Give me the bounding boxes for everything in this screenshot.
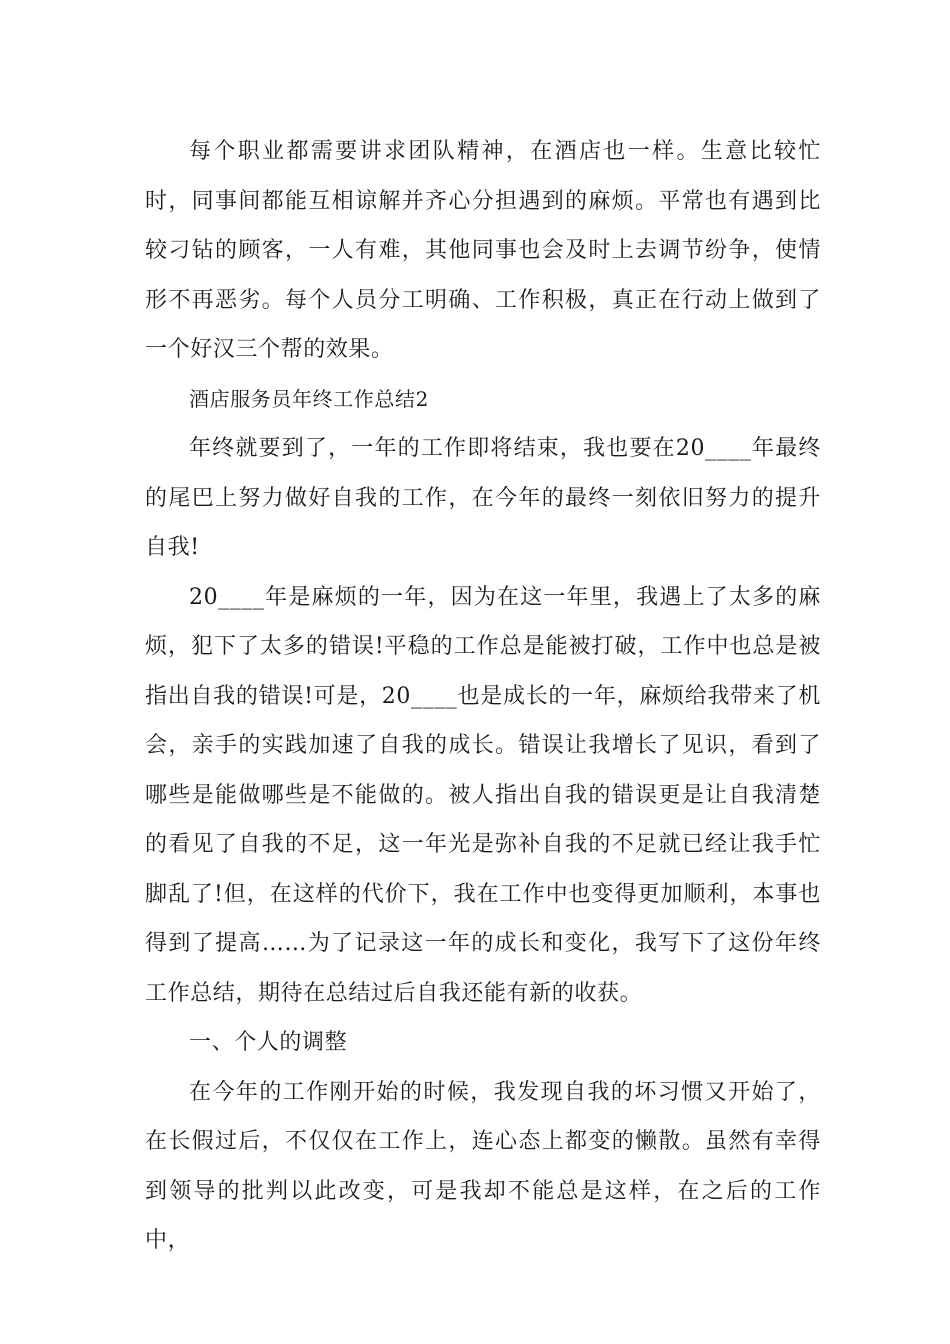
paragraph-troubles: 20____年是麻烦的一年，因为在这一年里，我遇上了太多的麻烦，犯下了太多的错误!平稳的工作总是能被打破，工作中也总是被指出自我的错误!可是，20____也是成长的一年，麻烦给我带来了机会，亲手的实践加速了自我的成长。错误让我增长了见识，看到了哪些是能做哪些是不能做的。被人指出自我的错误更是让自我清楚的看见了自我的不足，这一年光是弥补自我的不足就已经让我手忙脚乱了!但，在这样的代价下，我在工作中也变得更加顺利，本事也得到了提高……为了记录这一年的成长和变化，我写下了这份年终工作总结，期待在总结过后自我还能有新的收获。 [145, 584, 821, 1006]
subsection-heading: 一、个人的调整 [189, 1030, 348, 1055]
document-body [145, 127, 821, 1266]
paragraph-year-end: 年终就要到了，一年的工作即将结束，我也要在20____年最终的尾巴上努力做好自我的工作，在今年的最终一刻依旧努力的提升自我! [145, 436, 821, 560]
paragraph-adjustment: 在今年的工作刚开始的时候，我发现自我的坏习惯又开始了，在长假过后，不仅仅在工作上，连心态上都变的懒散。虽然有幸得到领导的批判以此改变，可是我却不能总是这样，在之后的工作中， [145, 1079, 821, 1253]
section-title: 酒店服务员年终工作总结2 [189, 386, 429, 411]
paragraph-teamwork: 每个职业都需要讲求团队精神，在酒店也一样。生意比较忙时，同事间都能互相谅解并齐心分担遇到的麻烦。平常也有遇到比较刁钻的顾客，一人有难，其他同事也会及时上去调节纷争，使情形不再恶劣。每个人员分工明确、工作积极，真正在行动上做到了一个好汉三个帮的效果。 [145, 139, 821, 362]
